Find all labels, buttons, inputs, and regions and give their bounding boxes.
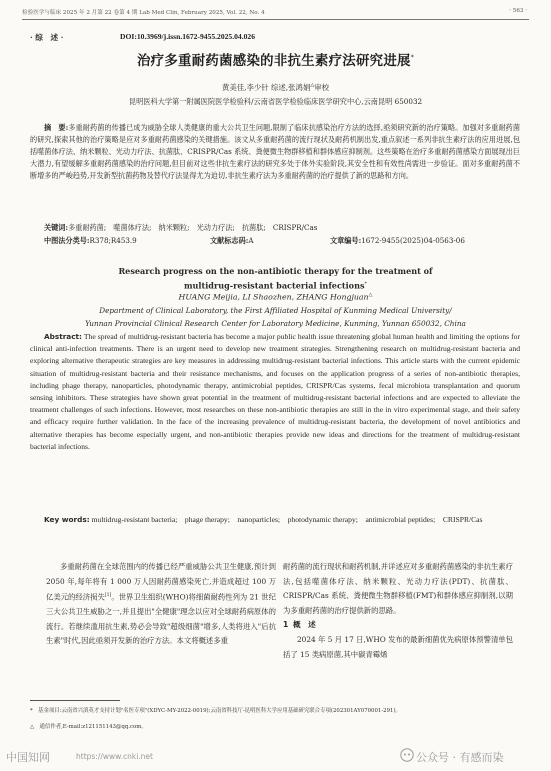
citation-1[interactable]: [1] [104, 593, 112, 599]
document-code: 文献标志码:A [210, 236, 254, 245]
header-rule [22, 19, 529, 20]
body-right-column: 耐药菌的流行现状和耐药机制,并详述应对多重耐药菌感染的非抗生素疗法,包括噬菌体疗法、纳米颗粒、光动力疗法(PDT)、抗菌肽、CRISPR/Cas 系统、粪便微生物群移植(FMT)和群体感应抑制剂,以期为多重耐药菌的治疗提供新的思路。 1 概 述 2024 年 5 月 17 日,WHO 发布的最新细菌优先病原体预警清单包括了 15 类病原菌,其中碳青霉烯 [283, 562, 513, 659]
fund-footnote: * 基金项目:云南省兴滇英才支持计划"名医专项"(XDYC-MY-2022-0019);云南省科技厅-昆明医科大学应用基础研究联合专项(202301AY070001-291)。 [30, 708, 401, 714]
page-title: 治疗多重耐药菌感染的非抗生素疗法研究进展* [136, 53, 415, 69]
page-number: · 563 · [509, 8, 527, 14]
clc-number: 中图法分类号:R378;R453.9 [44, 236, 137, 245]
doi: DOI:10.3969/j.issn.1672-9455.2025.04.026 [120, 32, 256, 41]
wechat-icon [400, 748, 414, 762]
body-left-column: 多重耐药菌在全球范围内的传播已经严重威胁公共卫生健康,预计到 2050 年,每年将有 1 000 万人因耐药菌感染死亡,并造成超过 100 万亿美元的经济损失[1]。世界卫生组织(WHO)将细菌耐药性列为 21 世纪三大公共卫生威胁之一,并且提出"全健康"理念以应对全球耐药病原体的流行。若继续滥用抗生素,势必会导致"超级细菌"增多,人类将进入"后抗生素"时代,因此亟须开发新的治疗方法。本文将概述多重 [46, 562, 276, 646]
running-header: 检验医学与临床 2025 年 2 月第 22 卷第 4 期 Lab Med Clin, February 2025, Vol. 22, No. 4 [22, 10, 265, 16]
contact-footnote: △ 通信作者,E-mail:z121151143@qq.com。 [30, 724, 147, 730]
english-affiliation: Department of Clinical Laboratory, the First Affiliated Hospital of Kunming Medical University/ Yunnan Provincial Clinical Research Center for Laboratory Medicine, Kunming, Yunnan 650032, China [85, 306, 466, 328]
footnote-rule [30, 700, 120, 701]
abstract-en: Abstract: The spread of multidrug-resistant bacteria has become a major public health issue threatening global human health and limiting the options for clinical anti-infection treatments. There is an urgent need to develop new treatment strategies. Strengthening research on multidrug-resistant bacteria and exploring alternative therapeutic strategies are key measures in addressing multidrug-resistant bacterial infections. This article starts with the current epidemic situation of multidrug-resistant bacteria and their resistance mechanisms, and focuses on the application progress of a series of non-antibiotic therapies, including phage therapy, nanoparticles, photodynamic therapy, antimicrobial peptides, CRISPR/Cas systems, fecal microbiota transplantation and quorum sensing inhibitors. These strategies have shown great potential in the treatment of multidrug-resistant bacterial infections and are expected to alleviate the treatment challenges of such infections. However, most researches on these non-antibiotic therapies are still in the in vitro experimental stage, and their safety and efficacy require further validation. In the face of the increasing prevalence of multidrug-resistant bacteria, the development of novel antibiotics and alternative therapies has become especially urgent, and non-antibiotic therapies provide new ideas and directions for the treatment of multidrug-resistant bacterial infections. [30, 332, 521, 451]
cnki-watermark: 中国知网 [6, 751, 50, 764]
wechat-watermark: 公众号 · 有感而染 [416, 751, 504, 764]
authors: 黄美佳,李少针 综述,张鸿娟△审校 [221, 82, 329, 92]
keywords-en: Key words: multidrug-resistant bacteria; phage therapy; nanoparticles; photodynamic therapy; antimicrobial peptides; CRISPR/Cas [44, 515, 483, 524]
english-title: Research progress on the non-antibiotic therapy for the treatment of multidrug-resistant bacterial infections* [118, 266, 433, 291]
article-number: 文章编号:1672-9455(2025)04-0563-06 [330, 236, 465, 245]
keywords-cn: 关键词:多重耐药菌; 噬菌体疗法; 纳米颗粒; 光动力疗法; 抗菌肽; CRISPR/Cas [44, 223, 318, 232]
cnki-url: https://www.cnki.net [76, 752, 153, 761]
article-category: · 综 述 · [30, 33, 64, 42]
section-heading: 1 概 述 [283, 620, 316, 630]
affiliation: 昆明医科大学第一附属医院医学检验科/云南省医学检验临床医学研究中心,云南昆明 650032 [128, 97, 423, 106]
abstract-cn: 摘 要:多重耐药菌的传播已成为威胁全球人类健康的重大公共卫生问题,限制了临床抗感染治疗方法的选择,亟须研究新的治疗策略。加强对多重耐药菌的研究,探索其他的治疗策略是应对多重耐药菌感染的关键措施。该文从多重耐药菌的流行现状及耐药机制出发,重点叙述一系列非抗生素疗法的应用进展,包括噬菌体疗法、纳米颗粒、光动力疗法、抗菌肽、CRISPR/Cas 系统、粪便微生物群移植和群体感应抑制剂。这些策略在治疗多重耐药菌感染方面展现出巨大潜力,有望缓解多重耐药菌感染的治疗问题,但目前对这些非抗生素疗法的研究多处于体外实验阶段,其安全性和有效性尚需进一步验证。面对多重耐药菌不断增多的严峻趋势,开发新型抗菌药物及替代疗法显得尤为迫切,非抗生素疗法为多重耐药菌的治疗提供了新的思路和方向。 [30, 123, 521, 180]
english-authors: HUANG Meijia, LI Shaozhen, ZHANG Hongjuan△ [178, 292, 373, 302]
